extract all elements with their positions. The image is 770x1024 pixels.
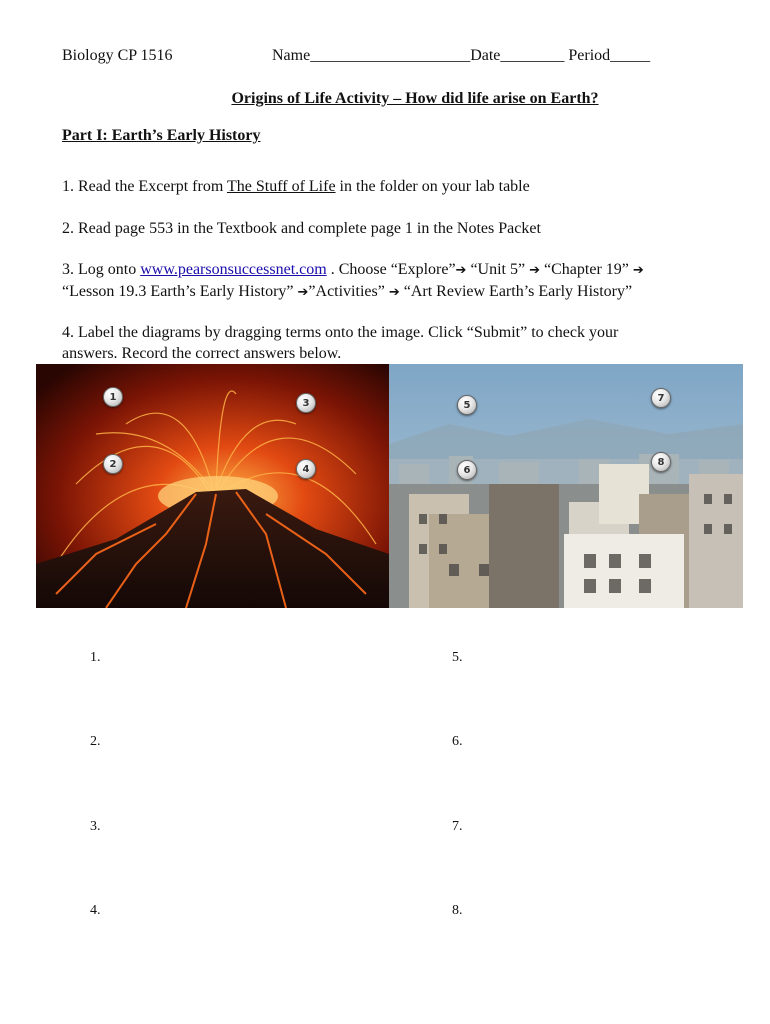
step-4: 4. Label the diagrams by dragging terms onto the image. Click “Submit” to check your answers. Record the correct answers below. [62, 324, 619, 362]
label-marker-1[interactable]: 1 [103, 387, 123, 407]
arrow-icon: ➔ [388, 285, 400, 300]
volcano-illustration [36, 364, 389, 608]
label-marker-2[interactable]: 2 [103, 454, 123, 474]
answer-5: 5. [452, 650, 463, 665]
step-2: 2. Read page 553 in the Textbook and complete page 1 in the Notes Packet [62, 220, 541, 237]
answer-6: 6. [452, 734, 463, 749]
arrow-icon: ➔ [297, 285, 309, 300]
answer-1: 1. [90, 650, 101, 665]
label-marker-7[interactable]: 7 [651, 388, 671, 408]
answer-4: 4. [90, 903, 101, 918]
arrow-icon: ➔ [455, 263, 467, 278]
label-marker-5[interactable]: 5 [457, 395, 477, 415]
label-marker-6[interactable]: 6 [457, 460, 477, 480]
activity-title: Origins of Life Activity – How did life arise on Earth? [231, 90, 599, 107]
name-date-period-line: Name____________________Date________ Period_____ [272, 47, 651, 64]
step-3: 3. Log onto www.pearsonsuccessnet.com . Choose “Explore”➔ “Unit 5” ➔ “Chapter 19” ➔ “Lesson 19.3 Earth’s Early History” ➔”Activities” ➔ “Art Review Earth’s Early History” [62, 261, 644, 300]
book-title: The Stuff of Life [226, 178, 336, 195]
city-illustration [389, 364, 743, 608]
answer-2: 2. [90, 734, 101, 749]
part-heading: Part I: Earth’s Early History [62, 127, 261, 144]
answer-3: 3. [90, 819, 101, 834]
pearson-link[interactable]: www.pearsonsuccessnet.com [140, 261, 327, 278]
city-image [389, 364, 743, 608]
answer-8: 8. [452, 903, 463, 918]
arrow-icon: ➔ [632, 263, 644, 278]
label-marker-3[interactable]: 3 [296, 393, 316, 413]
step-1: 1. Read the Excerpt from The Stuff of Life in the folder on your lab table [62, 178, 530, 195]
label-marker-8[interactable]: 8 [651, 452, 671, 472]
label-marker-4[interactable]: 4 [296, 459, 316, 479]
answer-7: 7. [452, 819, 463, 834]
volcano-image [36, 364, 389, 608]
course-label: Biology CP 1516 [62, 47, 173, 64]
arrow-icon: ➔ [529, 263, 541, 278]
